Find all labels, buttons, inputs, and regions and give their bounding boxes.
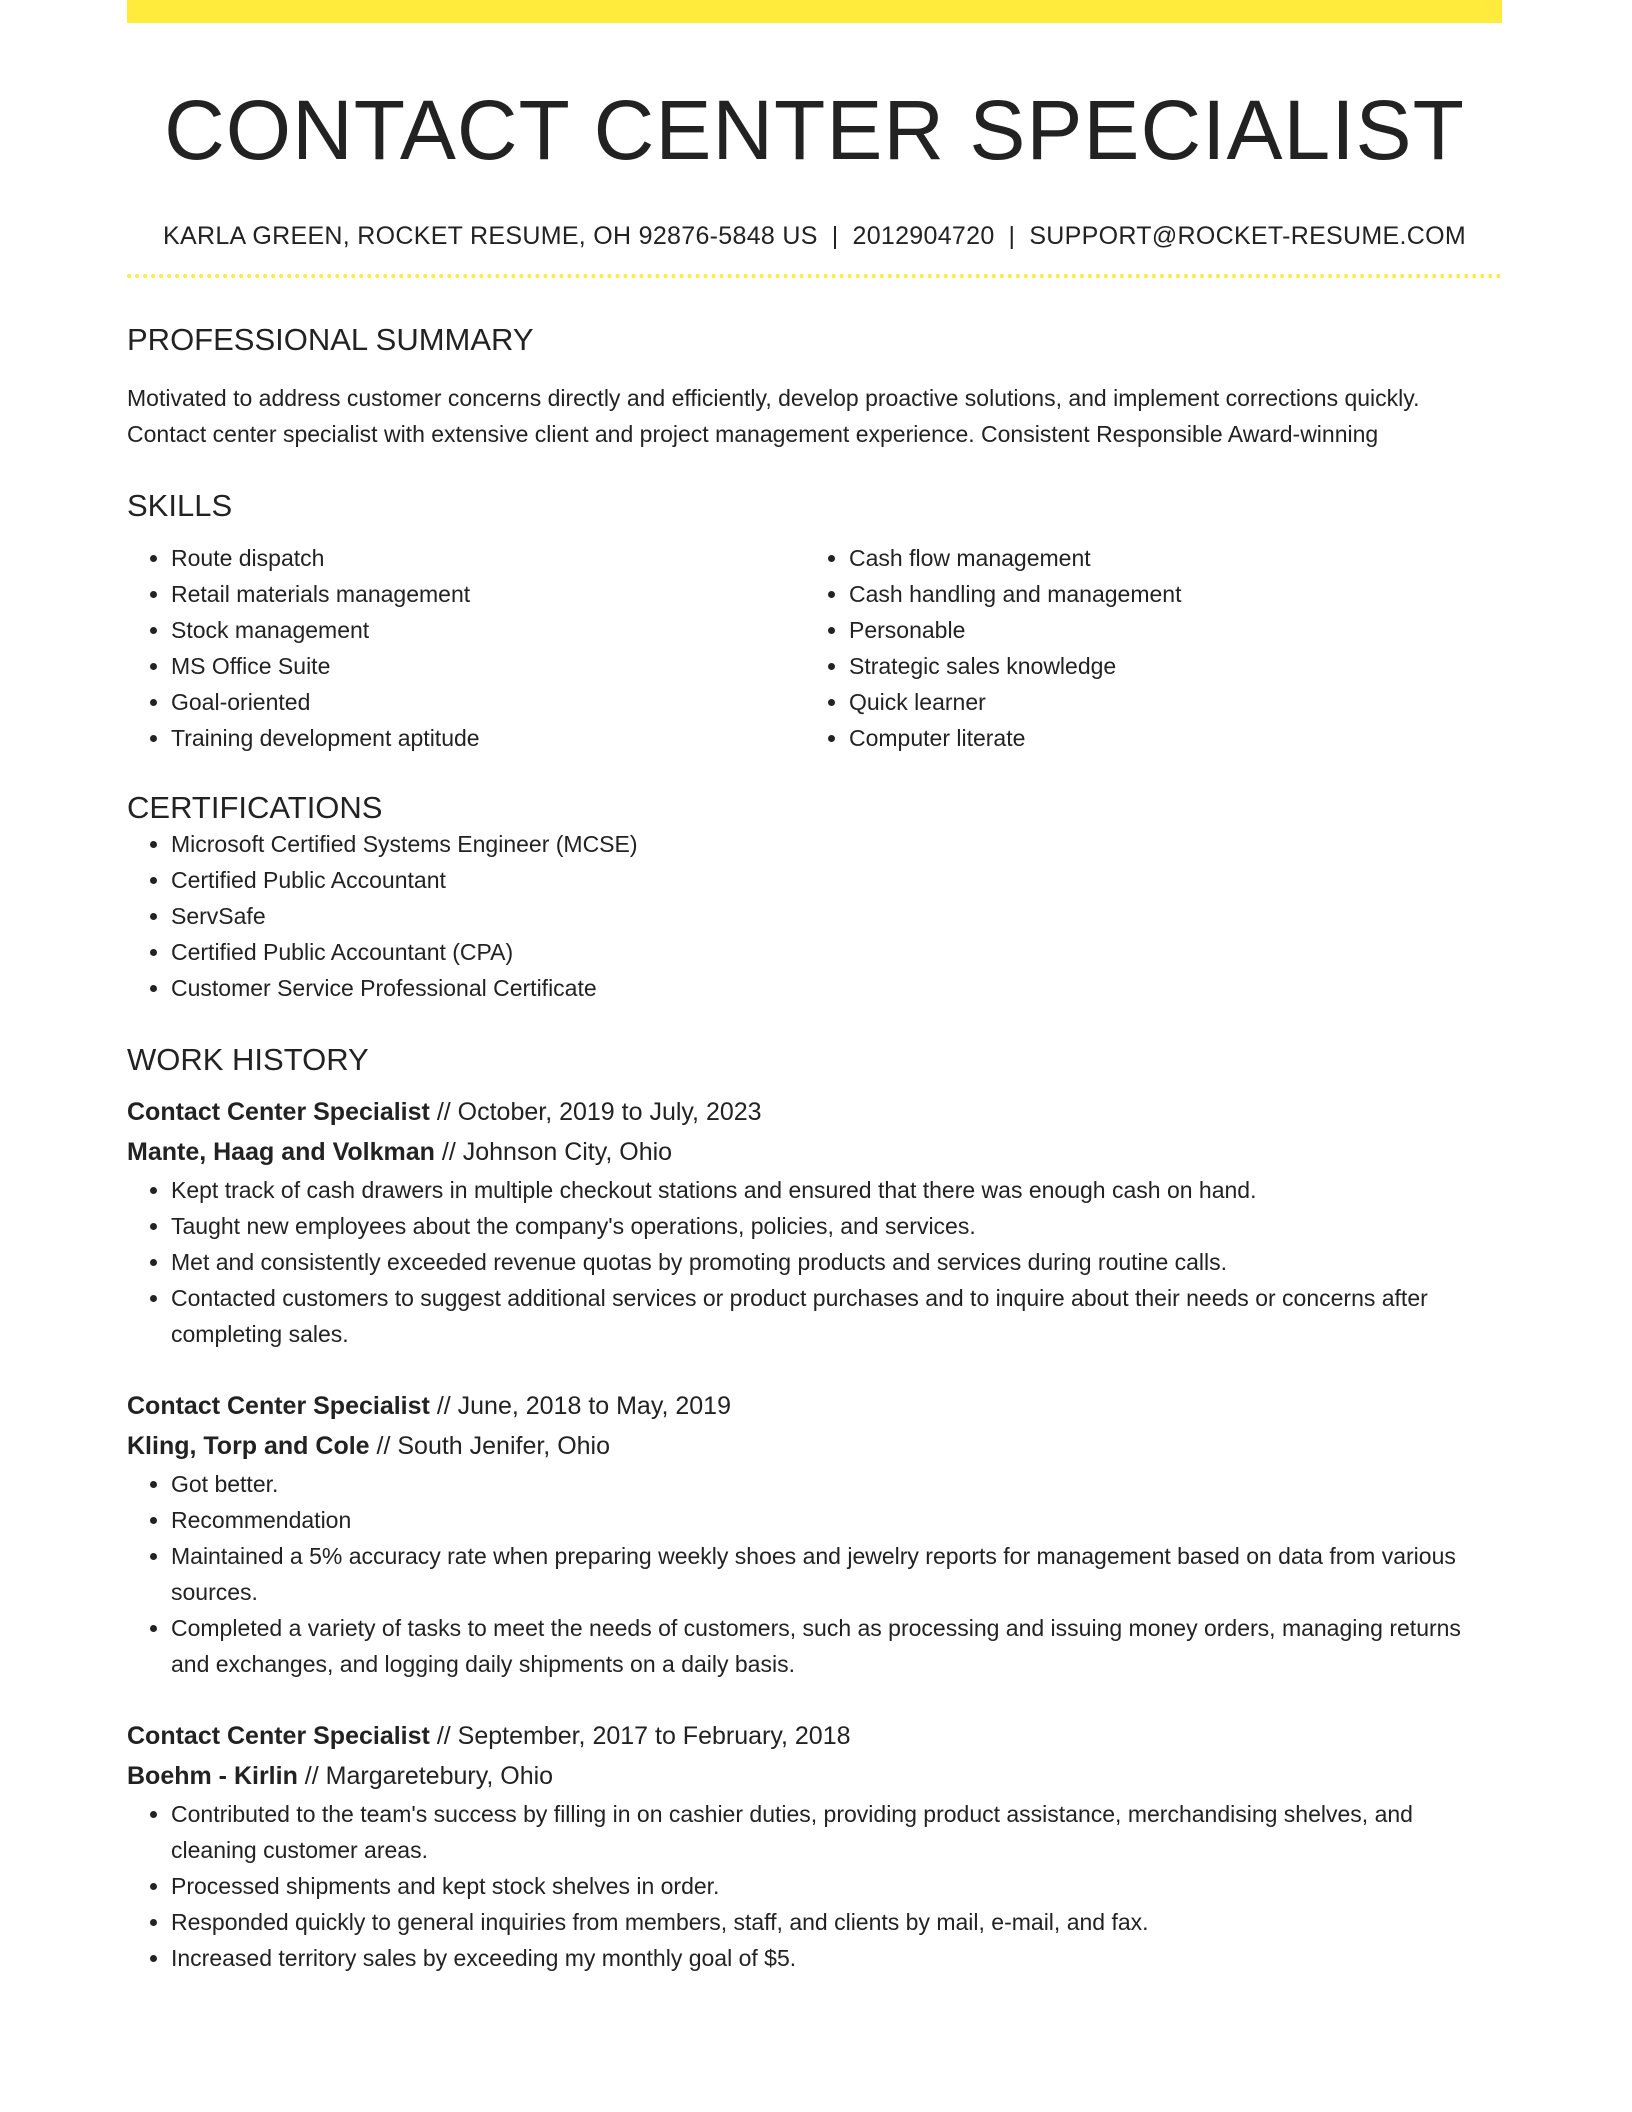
certifications-heading: CERTIFICATIONS: [127, 790, 383, 825]
contact-email: SUPPORT@ROCKET-RESUME.COM: [1029, 222, 1466, 250]
contact-address: KARLA GREEN, ROCKET RESUME, OH 92876-5848 US: [163, 222, 818, 250]
job-location: // Margaretebury, Ohio: [304, 1762, 554, 1790]
skill-item: • MS Office Suite: [171, 648, 805, 684]
job-location: // Johnson City, Ohio: [441, 1138, 673, 1166]
skill-item: • Personable: [849, 612, 1483, 648]
skill-item: • Route dispatch: [171, 540, 805, 576]
job-company: Boehm - Kirlin: [127, 1762, 298, 1790]
job-duty: • Processed shipments and kept stock shelves in order.: [171, 1868, 1502, 1904]
job-company-line: [127, 1756, 1502, 1796]
job-company-line: [127, 1426, 1502, 1466]
skill-item: • Computer literate: [849, 720, 1483, 756]
skills-columns: [127, 540, 1502, 756]
certification-item: • Certified Public Accountant (CPA): [171, 934, 1502, 970]
job-company: Kling, Torp and Cole: [127, 1432, 370, 1460]
job-entry: [127, 1092, 1502, 1352]
job-duty: • Met and consistently exceeded revenue quotas by promoting products and services during routine calls.: [171, 1244, 1502, 1280]
skills-list-left: [127, 540, 805, 756]
work-history-heading: WORK HISTORY: [127, 1042, 369, 1077]
job-duty: • Completed a variety of tasks to meet the needs of customers, such as processing and issuing money orders, managing returns and exchanges, and logging daily shipments on a daily basis.: [171, 1610, 1502, 1682]
dotted-divider: [127, 274, 1502, 278]
resume-content: [127, 0, 1502, 1976]
job-dates: // June, 2018 to May, 2019: [436, 1392, 731, 1420]
skills-column-left: [127, 540, 805, 756]
skills-column-right: [805, 540, 1483, 756]
skill-item: • Retail materials management: [171, 576, 805, 612]
job-duty: • Responded quickly to general inquiries from members, staff, and clients by mail, e-mail, and fax.: [171, 1904, 1502, 1940]
skill-item: • Cash flow management: [849, 540, 1483, 576]
job-dates: // October, 2019 to July, 2023: [436, 1098, 762, 1126]
job-duty: • Increased territory sales by exceeding my monthly goal of $5.: [171, 1940, 1502, 1976]
contact-separator: |: [1008, 222, 1016, 250]
job-duties-list: [127, 1466, 1502, 1682]
contact-phone: 2012904720: [852, 222, 995, 250]
job-title: Contact Center Specialist: [127, 1098, 430, 1126]
contact-line: [127, 220, 1502, 252]
job-title: Contact Center Specialist: [127, 1722, 430, 1750]
skill-item: • Training development aptitude: [171, 720, 805, 756]
job-title: Contact Center Specialist: [127, 1392, 430, 1420]
certification-item: • Customer Service Professional Certificate: [171, 970, 1502, 1006]
job-duty: • Got better.: [171, 1466, 1502, 1502]
skill-item: • Goal-oriented: [171, 684, 805, 720]
certification-item: • Microsoft Certified Systems Engineer (MCSE): [171, 826, 1502, 862]
job-entry: [127, 1386, 1502, 1682]
job-dates: // September, 2017 to February, 2018: [436, 1722, 851, 1750]
job-entry: [127, 1716, 1502, 1976]
job-duty: • Maintained a 5% accuracy rate when preparing weekly shoes and jewelry reports for management based on data from various sources.: [171, 1538, 1502, 1610]
job-duties-list: [127, 1796, 1502, 1976]
skill-item: • Stock management: [171, 612, 805, 648]
contact-separator: |: [831, 222, 839, 250]
skills-list-right: [805, 540, 1483, 756]
job-company: Mante, Haag and Volkman: [127, 1138, 435, 1166]
job-location: // South Jenifer, Ohio: [376, 1432, 611, 1460]
job-company-line: [127, 1132, 1502, 1172]
skill-item: • Cash handling and management: [849, 576, 1483, 612]
job-duty: • Recommendation: [171, 1502, 1502, 1538]
skill-item: • Strategic sales knowledge: [849, 648, 1483, 684]
job-title-line: [127, 1386, 1502, 1426]
skills-heading: SKILLS: [127, 488, 233, 523]
job-duty: • Contributed to the team's success by filling in on cashier duties, providing product assistance, merchandising shelves, and cleaning customer areas.: [171, 1796, 1502, 1868]
job-duty: • Taught new employees about the company's operations, policies, and services.: [171, 1208, 1502, 1244]
resume-title: CONTACT CENTER SPECIALIST: [164, 83, 1465, 177]
job-duty: • Kept track of cash drawers in multiple checkout stations and ensured that there was enough cash on hand.: [171, 1172, 1502, 1208]
summary-text: Motivated to address customer concerns directly and efficiently, develop proactive solutions, and implement corrections quickly. Contact center specialist with extensive client and project management experience. Consistent Responsible Award-winning: [127, 385, 1420, 447]
summary-heading: PROFESSIONAL SUMMARY: [127, 322, 534, 357]
skill-item: • Quick learner: [849, 684, 1483, 720]
job-title-line: [127, 1092, 1502, 1132]
job-duties-list: [127, 1172, 1502, 1352]
certification-item: • ServSafe: [171, 898, 1502, 934]
certification-item: • Certified Public Accountant: [171, 862, 1502, 898]
job-title-line: [127, 1716, 1502, 1756]
job-duty: • Contacted customers to suggest additional services or product purchases and to inquire about their needs or concerns after completing sales.: [171, 1280, 1502, 1352]
certifications-list: [127, 826, 1502, 1006]
